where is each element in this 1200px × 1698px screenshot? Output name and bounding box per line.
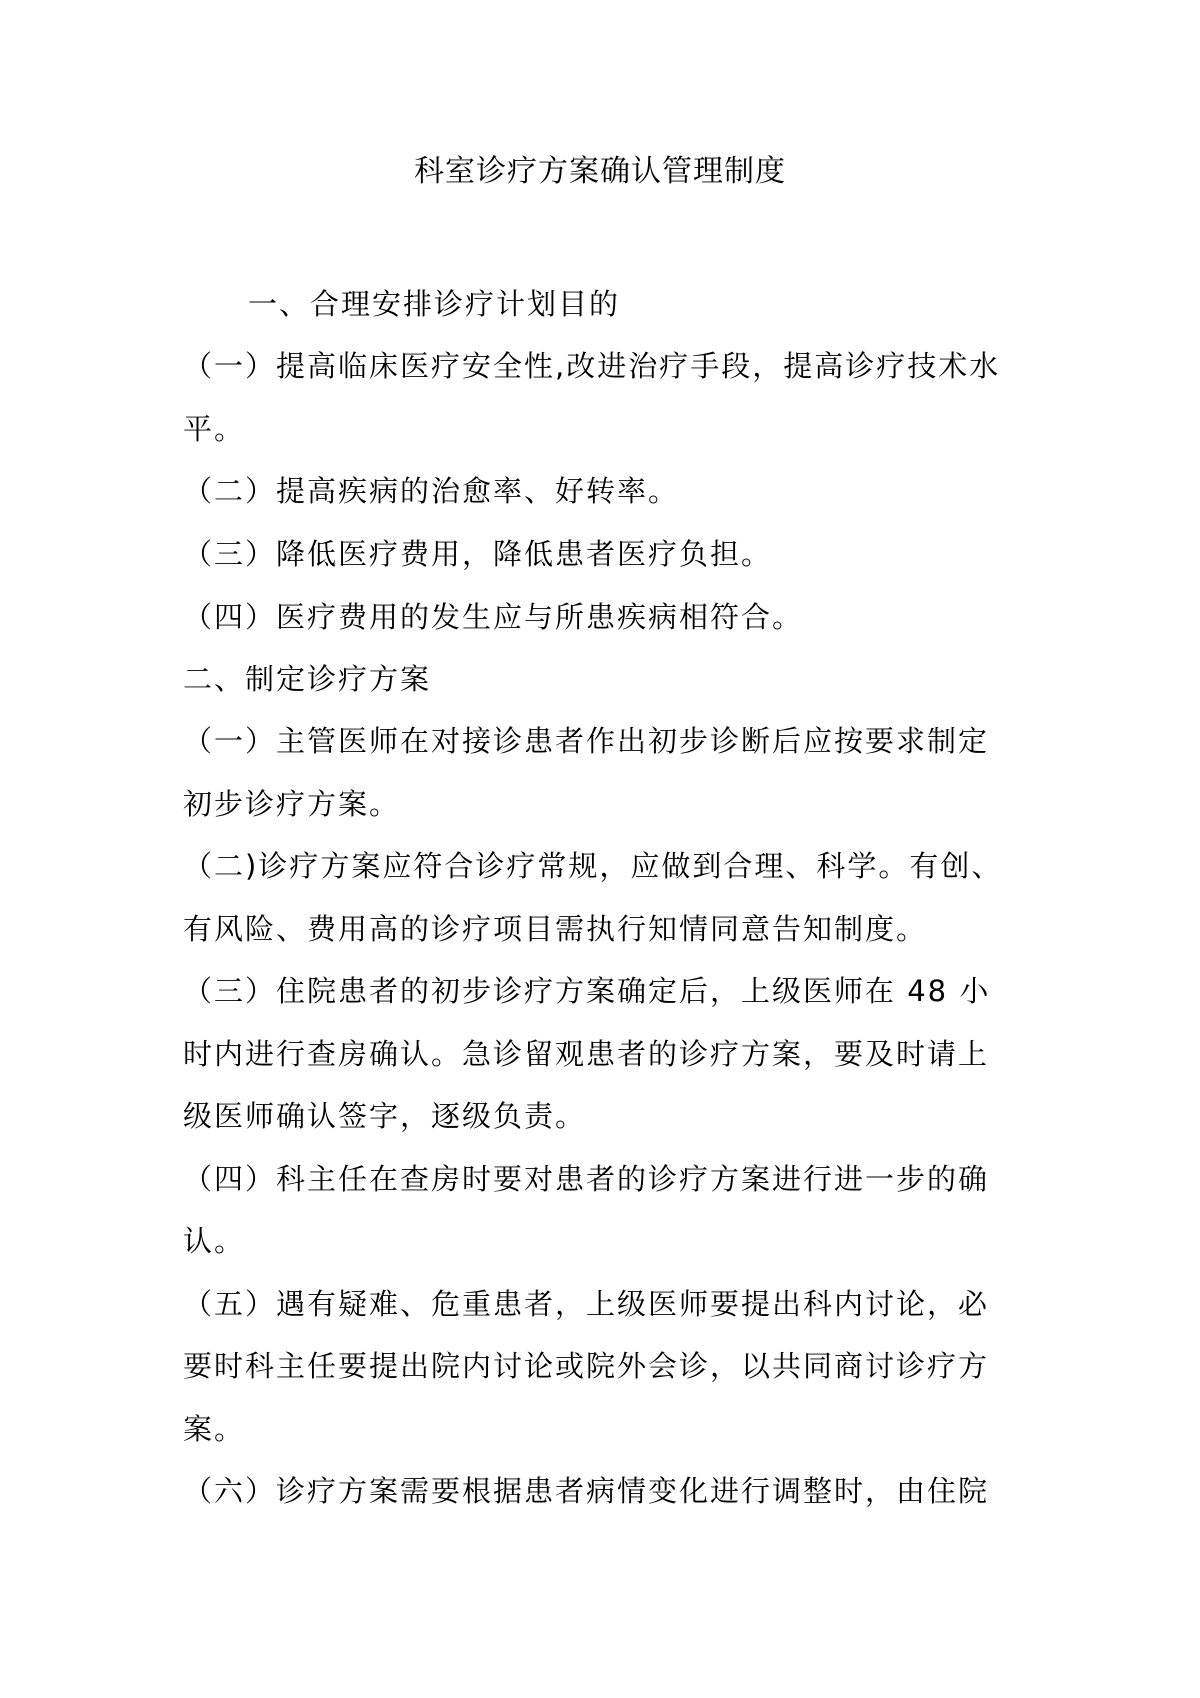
section-heading: 二、制定诊疗方案 bbox=[183, 662, 432, 696]
text-line: （五）遇有疑难、危重患者，上级医师要提出科内讨论，必 bbox=[183, 1287, 990, 1321]
section-heading: 一、合理安排诊疗计划目的 bbox=[248, 287, 621, 321]
document-title: 科室诊疗方案确认管理制度 bbox=[414, 154, 786, 189]
text-line: 要时科主任要提出院内讨论或院外会诊，以共同商讨诊疗方 bbox=[183, 1349, 990, 1383]
text-line: （三）住院患者的初步诊疗方案确定后，上级医师在 48 小 bbox=[183, 974, 991, 1008]
text-line: （二)诊疗方案应符合诊疗常规，应做到合理、科学。有创、 bbox=[183, 849, 1003, 883]
text-line: 平。 bbox=[183, 412, 246, 446]
text-line: （六）诊疗方案需要根据患者病情变化进行调整时，由住院 bbox=[183, 1474, 990, 1508]
text-line: （二）提高疾病的治愈率、好转率。 bbox=[183, 474, 680, 508]
text-line: 时内进行查房确认。急诊留观患者的诊疗方案，要及时请上 bbox=[183, 1037, 990, 1071]
text-line: 案。 bbox=[183, 1412, 246, 1446]
text-line: 有风险、费用高的诊疗项目需执行知情同意告知制度。 bbox=[183, 912, 928, 946]
text-line: 认。 bbox=[183, 1224, 246, 1258]
text-line: （四）医疗费用的发生应与所患疾病相符合。 bbox=[183, 600, 804, 634]
text-line: （四）科主任在查房时要对患者的诊疗方案进行进一步的确 bbox=[183, 1162, 990, 1196]
text-line: （三）降低医疗费用，降低患者医疗负担。 bbox=[183, 537, 773, 571]
text-line: （一）提高临床医疗安全性,改进治疗手段，提高诊疗技术水 bbox=[183, 349, 1001, 383]
text-line: 级医师确认签字，逐级负责。 bbox=[183, 1099, 587, 1133]
text-line: 初步诊疗方案。 bbox=[183, 787, 401, 821]
text-line: （一）主管医师在对接诊患者作出初步诊断后应按要求制定 bbox=[183, 724, 990, 758]
